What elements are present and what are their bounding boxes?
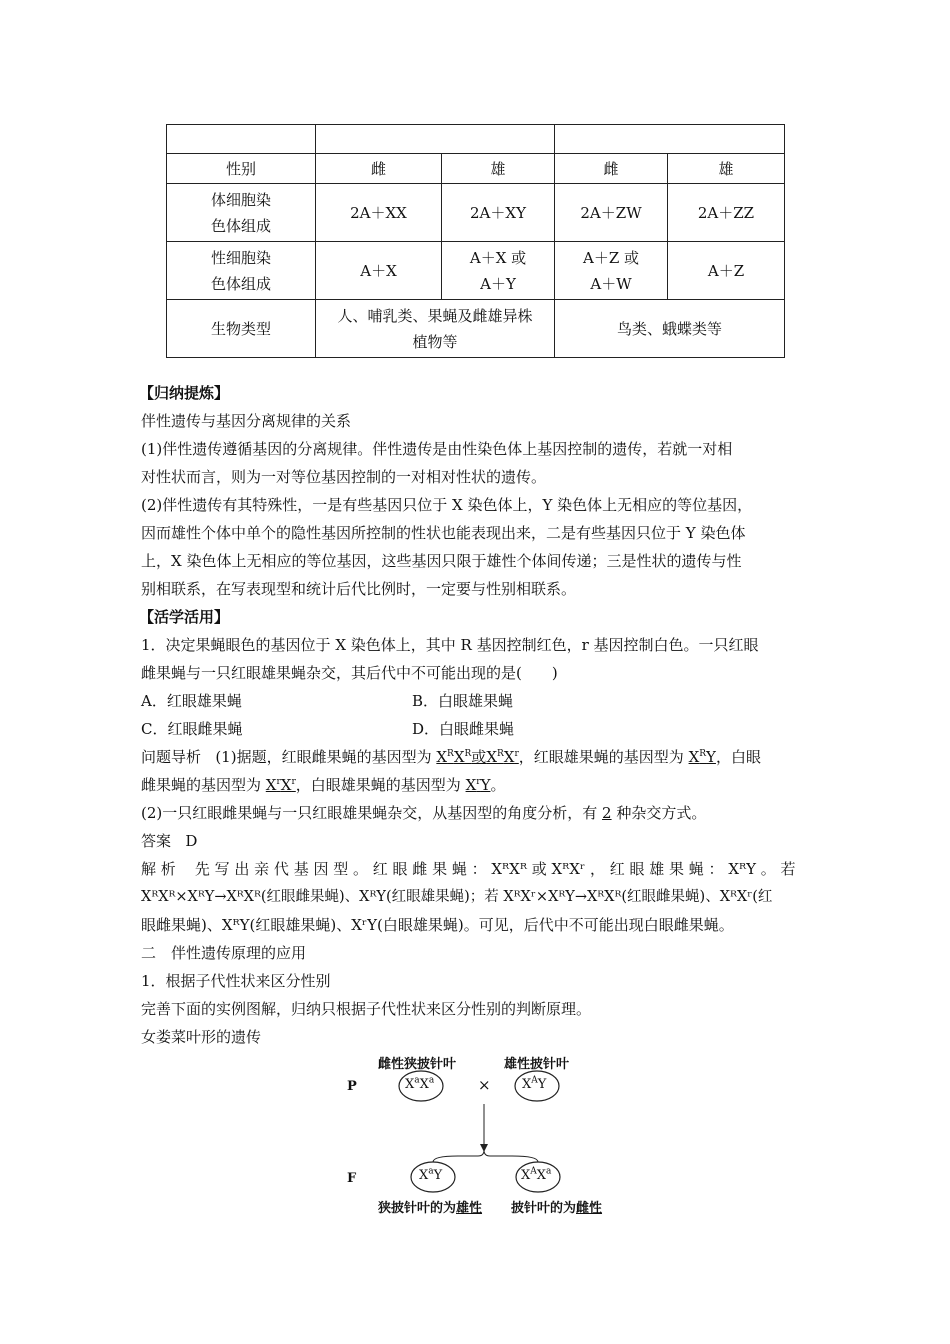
table-cell: 2A＋ZW <box>555 184 668 242</box>
table-cell: A＋X <box>316 242 442 300</box>
analysis-line: 眼雌果蝇)、XᴿY(红眼雄果蝇)、XʳY(白眼雄果蝇)。可见，后代中不可能出现白眼雌果蝇。 <box>141 916 734 934</box>
summary-title: 伴性遗传与基因分离规律的关系 <box>141 412 352 430</box>
generation-P-label: P <box>347 1079 357 1094</box>
genotype-text: $X^aX^a$ <box>405 1075 435 1092</box>
paragraph-line: (2)伴性遗传有其特殊性，一是有些基因只位于 X 染色体上，Y 染色体上无相应的等位基因， <box>141 496 753 514</box>
guide-line-2: 雌果蝇的基因型为 $X^rX^r$，白眼雄果蝇的基因型为 $X^rY$。 <box>141 776 506 794</box>
table-cell: A＋X 或 A＋Y <box>442 242 555 300</box>
guide-line-1: 问题导析 (1)据题，红眼雌果蝇的基因型为 $X^RX^R$或$X^RX^r$，红眼雄果蝇的基因型为 $X^RY$，白眼 <box>141 748 761 766</box>
offspring-female-phenotype: 披针叶的为雌性 <box>511 1201 603 1216</box>
table-cell: 雄 <box>668 154 785 184</box>
table-cell: 生物类型 <box>167 300 316 358</box>
question-line: 1．决定果蝇眼色的基因位于 X 染色体上，其中 R 基因控制红色，r 基因控制白色。一只红眼 <box>141 636 759 654</box>
paragraph-line: (1)伴性遗传遵循基因的分离规律。伴性遗传是由性染色体上基因控制的遗传，若就一对相 <box>141 440 733 458</box>
option-b: B．白眼雄果蝇 <box>412 692 514 710</box>
analysis-line: XᴿXᴿ×XᴿY→XᴿXᴿ(红眼雌果蝇)、XᴿY(红眼雄果蝇)；若 XᴿXʳ×XᴿY→XᴿXᴿ(红眼雌果蝇)、XᴿXʳ(红 <box>141 889 773 905</box>
blank-answer: $X^rY$ <box>465 776 491 794</box>
paragraph-line: 上，X 染色体上无相应的等位基因，这些基因只限于雄性个体间传递；三是性状的遗传与性 <box>141 552 742 570</box>
question-line: 雌果蝇与一只红眼雄果蝇杂交，其后代中不可能出现的是( ) <box>141 664 558 682</box>
blank-answer: $X^RX^R$或$X^RX^r$ <box>436 748 519 766</box>
answer-line: 答案 D <box>141 832 198 850</box>
genotype-text: $X^aY$ <box>419 1166 443 1183</box>
table-cell: 2A＋XX <box>316 184 442 242</box>
section-heading: 【归纳提炼】 <box>139 384 230 402</box>
offspring-brace <box>433 1150 538 1162</box>
table-cell: 性别 <box>167 154 316 184</box>
paragraph-line: 别相联系，在写表现型和统计后代比例时，一定要与性别相联系。 <box>141 580 577 598</box>
blank-answer: 2 <box>602 804 612 822</box>
blank-answer: $X^RY$ <box>688 748 716 766</box>
blank-answer: $X^rX^r$ <box>265 776 296 794</box>
option-c: C．红眼雌果蝇 <box>141 720 243 738</box>
table-cell: 性细胞染 色体组成 <box>167 242 316 300</box>
table-cell: A＋Z <box>668 242 785 300</box>
genotype-text: $X^AX^a$ <box>521 1166 552 1183</box>
subsection-title: 1．根据子代性状来区分性别 <box>141 972 331 990</box>
description: 完善下面的实例图解，归纳只根据子代性状来区分性别的判断原理。 <box>141 1000 592 1018</box>
analysis-line: 解 析 先 写 出 亲 代 基 因 型 。 红 眼 雌 果 蝇 ： XᴿXᴿ 或 XᴿXʳ ， 红 眼 雄 果 蝇 ： XᴿY 。 若 <box>141 860 796 878</box>
table-cell: 雌 <box>316 154 442 184</box>
table-cell: 2A＋XY <box>442 184 555 242</box>
parent-male-label: 雄性披针叶 <box>504 1057 570 1072</box>
guide-line-3: (2)一只红眼雌果蝇与一只红眼雄果蝇杂交，从基因型的角度分析，有 2 种杂交方式。 <box>141 804 707 822</box>
cross-symbol: × <box>478 1076 491 1094</box>
paragraph-line: 对性状而言，则为一对等位基因控制的一对相对性状的遗传。 <box>141 468 547 486</box>
table-cell: 2A＋ZZ <box>668 184 785 242</box>
table-cell: 体细胞染 色体组成 <box>167 184 316 242</box>
table-cell: 雄 <box>442 154 555 184</box>
paragraph-line: 因而雄性个体中单个的隐性基因所控制的性状也能表现出来，二是有些基因只位于 Y 染色体 <box>141 524 746 542</box>
option-a: A．红眼雄果蝇 <box>141 692 242 710</box>
section-title: 二 伴性遗传原理的应用 <box>141 944 307 962</box>
genotype-text: $X^AY$ <box>522 1075 547 1092</box>
table-cell: 鸟类、蛾蝶类等 <box>555 300 785 358</box>
table-cell: 人、哺乳类、果蝇及雌雄异株 植物等 <box>316 300 555 358</box>
option-d: D．白眼雌果蝇 <box>412 720 515 738</box>
parent-female-label: 雌性狭披针叶 <box>378 1057 457 1072</box>
example-title: 女娄菜叶形的遗传 <box>141 1028 262 1046</box>
section-heading: 【活学活用】 <box>139 608 230 626</box>
table-cell: 雌 <box>555 154 668 184</box>
generation-F-label: F <box>347 1171 357 1186</box>
offspring-male-phenotype: 狭披针叶的为雄性 <box>378 1201 483 1216</box>
table-cell: A＋Z 或 A＋W <box>555 242 668 300</box>
